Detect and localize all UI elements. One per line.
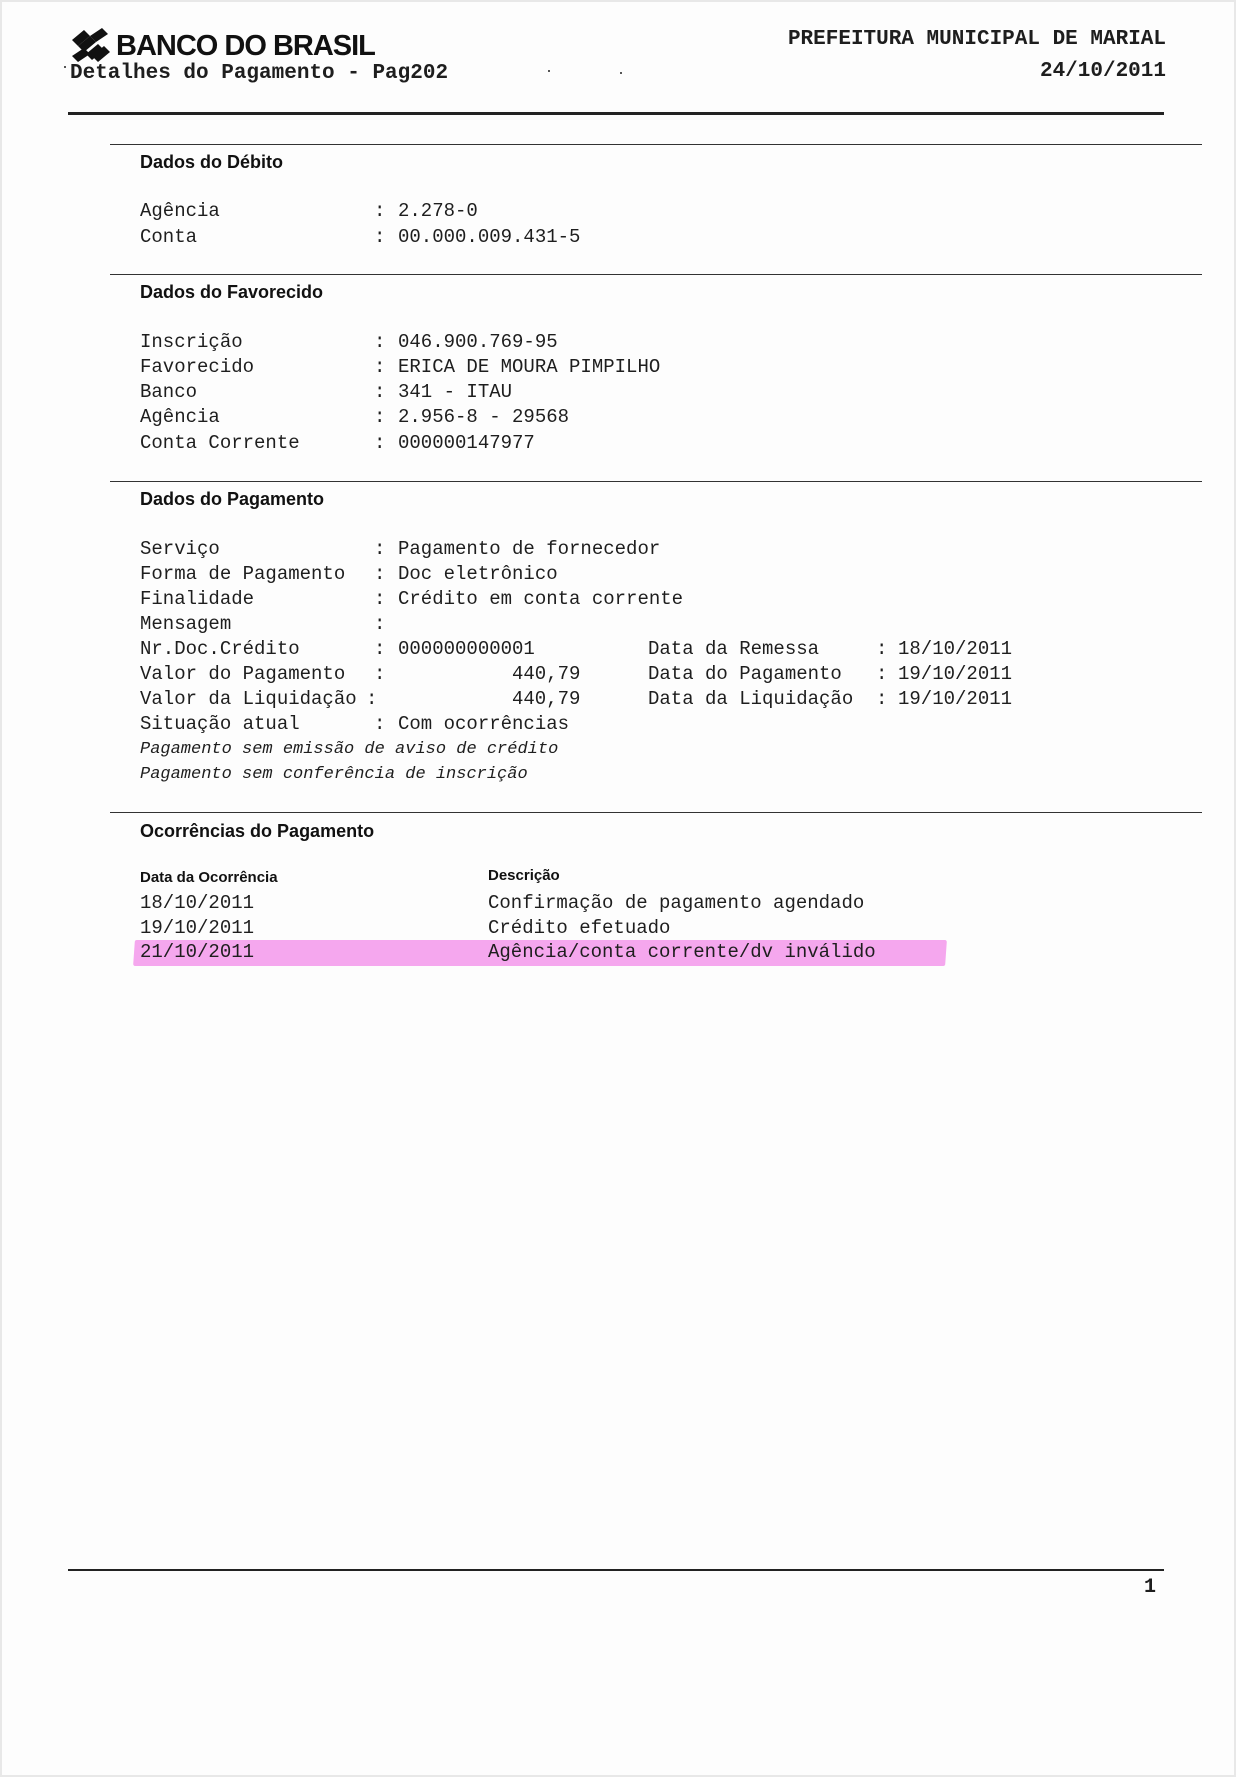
field-colon: :	[374, 331, 386, 353]
section-title-pagamento: Dados do Pagamento	[140, 489, 325, 509]
field-value: 000000000001	[398, 638, 535, 660]
field-label: Agência	[140, 406, 220, 428]
payment-note: Pagamento sem conferência de inscrição	[140, 765, 528, 784]
field-label: Mensagem	[140, 613, 232, 635]
field-value: 046.900.769-95	[398, 331, 558, 353]
occurrence-description: Crédito efetuado	[488, 917, 671, 939]
field-colon: :	[366, 688, 378, 710]
field-colon: :	[374, 713, 386, 735]
scan-speck	[548, 70, 550, 72]
field-value: 18/10/2011	[898, 638, 1013, 660]
section-title-favorecido: Dados do Favorecido	[140, 282, 324, 302]
field-value: ERICA DE MOURA PIMPILHO	[398, 356, 661, 378]
field-value: 341 - ITAU	[398, 381, 513, 403]
banco-do-brasil-logo-icon	[70, 28, 112, 64]
field-colon: :	[374, 613, 386, 635]
scan-speck	[620, 72, 622, 74]
section-title-ocorrencias: Ocorrências do Pagamento	[140, 821, 375, 841]
column-header-description: Descrição	[488, 867, 560, 884]
footer-rule	[68, 1569, 1164, 1571]
field-colon: :	[876, 663, 888, 685]
field-label: Conta Corrente	[140, 432, 300, 454]
field-colon: :	[374, 663, 386, 685]
field-colon: :	[374, 381, 386, 403]
field-colon: :	[374, 406, 386, 428]
field-label: Agência	[140, 200, 220, 222]
occurrence-description: Agência/conta corrente/dv inválido	[488, 941, 876, 963]
field-label: Valor da Liquidação	[140, 688, 357, 710]
field-value: Doc eletrônico	[398, 563, 558, 585]
field-label: Nr.Doc.Crédito	[140, 638, 300, 660]
header-date: 24/10/2011	[1039, 60, 1166, 83]
field-value: 19/10/2011	[898, 688, 1013, 710]
field-label: Serviço	[140, 538, 220, 560]
field-value: Com ocorrências	[398, 713, 570, 735]
scan-speck	[64, 66, 66, 68]
field-label: Data da Remessa	[648, 638, 820, 660]
field-colon: :	[374, 588, 386, 610]
occurrence-date: 18/10/2011	[140, 892, 255, 914]
field-label: Favorecido	[140, 356, 255, 378]
field-value: 2.956-8 - 29568	[398, 406, 570, 428]
field-colon: :	[374, 226, 386, 248]
field-value: Crédito em conta corrente	[398, 588, 684, 610]
occurrence-date: 21/10/2011	[140, 941, 255, 963]
payment-note: Pagamento sem emissão de aviso de crédito	[140, 740, 559, 759]
occurrence-description: Confirmação de pagamento agendado	[488, 892, 865, 914]
field-label: Data do Pagamento	[648, 663, 842, 685]
field-colon: :	[374, 563, 386, 585]
document-title: Detalhes do Pagamento - Pag202	[70, 62, 449, 85]
field-label: Data da Liquidação	[648, 688, 854, 710]
section-title-debito: Dados do Débito	[140, 152, 283, 172]
field-label: Inscrição	[140, 331, 243, 353]
field-value: Pagamento de fornecedor	[398, 538, 661, 560]
field-label: Situação atual	[140, 713, 300, 735]
header-rule	[68, 112, 1164, 115]
field-label: Banco	[140, 381, 198, 403]
field-value: 19/10/2011	[898, 663, 1013, 685]
field-label: Forma de Pagamento	[140, 563, 346, 585]
field-label: Finalidade	[140, 588, 255, 610]
field-value: 440,79	[512, 688, 581, 710]
page-number: 1	[1143, 1576, 1156, 1599]
field-colon: :	[374, 432, 386, 454]
field-value: 440,79	[512, 663, 581, 685]
occurrence-date: 19/10/2011	[140, 917, 255, 939]
column-header-date: Data da Ocorrência	[140, 869, 278, 886]
section-rule	[110, 144, 1202, 145]
field-label: Conta	[140, 226, 198, 248]
field-colon: :	[374, 538, 386, 560]
field-label: Valor do Pagamento	[140, 663, 346, 685]
bank-name: BANCO DO BRASIL	[116, 29, 375, 62]
field-value: 00.000.009.431-5	[398, 226, 581, 248]
field-colon: :	[374, 356, 386, 378]
section-rule	[110, 812, 1202, 813]
field-colon: :	[876, 638, 888, 660]
section-rule	[110, 481, 1202, 482]
field-colon: :	[374, 638, 386, 660]
field-value: 2.278-0	[398, 200, 478, 222]
field-colon: :	[876, 688, 888, 710]
field-colon: :	[374, 200, 386, 222]
bank-logo	[70, 28, 375, 64]
field-value: 000000147977	[398, 432, 535, 454]
entity-name: PREFEITURA MUNICIPAL DE MARIAL	[787, 28, 1166, 51]
section-rule	[110, 274, 1202, 275]
